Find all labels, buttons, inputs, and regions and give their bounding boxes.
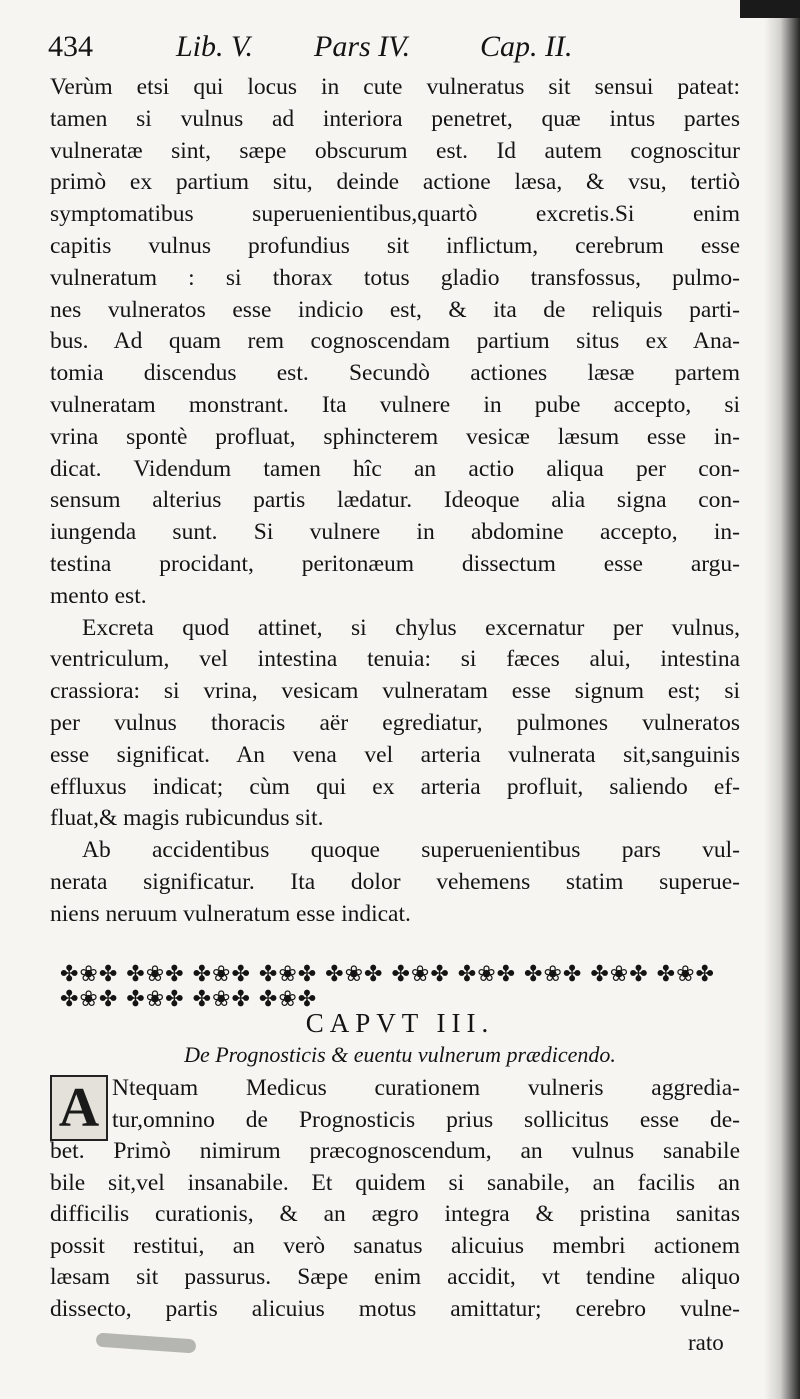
text-line: tamen si vulnus ad interiora penetret, quæ intus partes [50,105,740,132]
chapter-subtitle: De Prognosticis & euentu vulnerum prædicendo. [184,1042,616,1067]
text-line: Verùm etsi qui locus in cute vulneratus sit sensui pateat: [50,74,740,100]
text-line: vulneratum : si thorax totus gladio transfossus, pulmo- [50,264,740,291]
text-line: dissecto, partis alicuius motus amittatur; cerebro vulne- [50,1295,740,1322]
text-line: vulneratæ sint, sæpe obscurum est. Id autem cognoscitur [50,137,740,164]
text-line: niens neruum vulneratum esse indicat. [50,900,411,927]
catchword: rato [688,1330,724,1355]
header-book: Lib. V. [176,30,253,63]
text-line: nes vulneratos esse indicio est, & ita de reliquis parti- [50,296,740,323]
text-line: nerata significatur. Ita dolor vehemens statim superue- [50,868,740,895]
header-chapter: Cap. II. [480,30,573,63]
text-line: fluat,& magis rubicundus sit. [50,805,324,832]
text-line: tur,omnino de Prognosticis prius sollicitus esse de- [112,1106,740,1133]
text-line: testina procidant, peritonæum dissectum esse argu- [50,550,740,577]
text-line: mento est. [50,582,147,609]
text-line: primò ex partium situ, deinde actione læsa, & vsu, tertiò [50,169,740,196]
text-line: difficilis curationis, & an ægro integra & pristina sanitas [50,1201,740,1227]
running-header [48,30,748,68]
text-line: vrina spontè profluat, sphincterem vesicæ læsum esse in- [50,423,740,450]
chapter-body [50,1073,740,1325]
header-part: Pars IV. [314,30,411,63]
body-text [50,72,740,931]
text-line: tomia discendus est. Secundò actiones læsæ partem [50,360,740,387]
drop-cap-initial: A [50,1075,108,1141]
decorative-ornament-band: ✤❀✤ ✤❀✤ ✤❀✤ ✤❀✤ ✤❀✤ ✤❀✤ ✤❀✤ ✤❀✤ ✤❀✤ ✤❀✤ ✤❀✤ ✤❀✤ ✤❀✤ ✤❀✤ [60,962,715,1012]
text-line: dicat. Videndum tamen hîc an actio aliqua per con- [50,455,740,482]
text-line: esse significat. An vena vel arteria vulnerata sit,sanguinis [50,741,740,768]
page-corner-shadow [740,0,800,18]
text-line: bus. Ad quam rem cognoscendam partium situs ex Ana- [50,328,740,355]
chapter-heading: CAPVT III. [305,1008,495,1038]
text-line: iungenda sunt. Si vulnere in abdomine accepto, in- [50,519,740,546]
text-line: læsam sit passurus. Sæpe enim accidit, vt tendine aliquo [50,1264,740,1290]
text-line: Ab accidentibus quoque superuenientibus pars vul- [82,837,740,864]
text-line: Ntequam Medicus curationem vulneris aggredia- [112,1075,740,1101]
page-number: 434 [48,30,93,63]
text-line: capitis vulnus profundius sit inflictum, cerebrum esse [50,232,740,259]
text-line: crassiora: si vrina, vesicam vulneratam esse signum est; si [50,678,740,705]
text-line: vulneratam monstrant. Ita vulnere in pube accepto, si [50,391,740,418]
text-line: effluxus indicat; cùm qui ex arteria profluit, saliendo ef- [50,773,740,800]
text-line: symptomatibus superuenientibus,quartò excretis.Si enim [50,201,740,228]
text-line: sensum alterius partis lædatur. Ideoque alia signa con- [50,487,740,514]
text-line: possit restitui, an verò sanatus alicuius membri actionem [50,1232,740,1259]
text-line: bet. Primò nimirum præcognoscendum, an vulnus sanabile [50,1138,740,1164]
page-gutter-shadow [764,0,800,1399]
text-line: bile sit,vel insanabile. Et quidem si sanabile, an facilis an [50,1169,740,1196]
text-line: ventriculum, vel intestina tenuia: si fæces alui, intestina [50,646,740,673]
text-line: per vulnus thoracis aër egrediatur, pulmones vulneratos [50,709,740,736]
text-line: Excreta quod attinet, si chylus excernatur per vulnus, [82,614,740,641]
